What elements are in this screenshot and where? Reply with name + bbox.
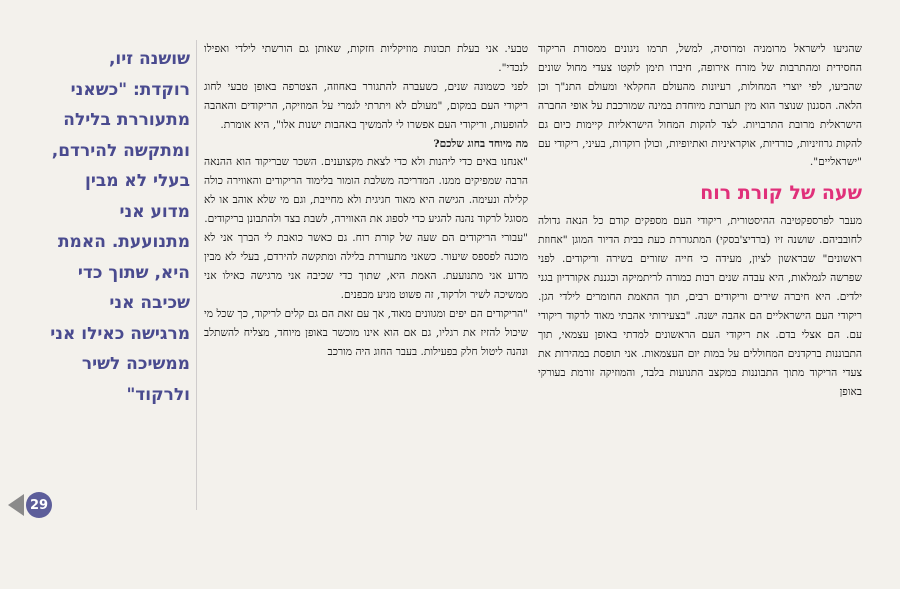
paragraph: טבעי. אני בעלת תכונות מוזיקליות חזקות, שאותן גם הורשתי לילדי ואפילו לנכדי". bbox=[204, 43, 528, 74]
paragraph: מעבר לפרספקטיבה ההיסטורית, ריקודי העם מספקים קודם כל הנאה גדולה לחובביהם. שושנה זיו (ברדיצ'בסקי) המתגוררת כעת בבית הדיור המוגן "אחוזת ראשונים" שבראשון לציון, מעידה כי חייה שזורים בשירה וריקודים. לפני שפרשה לגמלאות, היא עבדה שנים רבות כמורה לריתמיקה וכגננת אקורדיון בגני ילדים. היא חיברה שירים וריקודים רבים, תוך התאמת החומרים לילדי הגן. ריקודי העם הישראליים הם אהבה ישנה. "בצעירותי אהבתי מאוד לרקוד ריקודי עם. הם אצלי בדם. את ריקודי העם הראשונים למדתי באופן עצמאי, תוך התבוננות ברקדנים המחוללים על במות יום העצמאות. אני תופסת במהירות את צעדי הריקוד מתוך התבוננות במקצב התנועות בלבד, והמוזיקה זורמת בעורקי באופן bbox=[538, 215, 862, 398]
interview-question: מה מיוחד בחוג שלכם? bbox=[433, 137, 528, 150]
paragraph: לפני כשמונה שנים, כשעברה להתגורר באחוזה, הצטרפה באופן טבעי לחוג ריקודי העם במקום, "מעולם לא ויתרתי לגמרי על המוזיקה, הריקודים והאהבה להופעות, וריקודי העם אפשרו לי להמשיך באהבות ישנות אלו", היא אומרת. bbox=[204, 80, 528, 131]
article-column-middle bbox=[204, 40, 528, 361]
chevron-left-icon bbox=[8, 494, 24, 516]
column-divider bbox=[196, 40, 197, 510]
paragraph: "הריקודים הם יפים ומגוונים מאוד, אך עם זאת הם גם קלים לריקוד, כך שכל מי שיכול להזיז את רגליו, גם אם הוא אינו מוכשר באופן מיוחד, מצליח להשתלב ונהנה ליטול חלק בפעילות. בעבר החוג היה מורכב bbox=[204, 307, 528, 358]
pull-quote: שושנה זיו, רוקדת: "כשאני מתעוררת בלילה ומתקשה להירדם, בעלי לא מבין מדוע אני מתנועעת. האמת היא, שתוך כדי שכיבה אני מרגישה כאילו אני ממשיכה לשיר ולרקוד" bbox=[50, 49, 190, 405]
article-column-right bbox=[538, 40, 862, 401]
pull-quote-column bbox=[50, 44, 190, 410]
page-number: 29 bbox=[26, 492, 52, 518]
paragraph: שהגיעו לישראל מרומניה ומרוסיה, למשל, תרמו ניגונים ממסורת הריקוד החסידית ומהתרבות של מזרח אירופה, חיברו תימן לוקטו צעדי מחול שונים שהביעו, לפי יוצרי המחולות, רעיונות מהעולם החקלאי ומעולם התנ"ך וכן הלאה. הסגנון שנוצר הוא מין תערובת מיוחדת במינה שמורכבת על אופי החברה הישראלית מרובת התרבויות. לצד להקות המחול הישראליות קיימות כיום גם להקות גרוזיניות, כורדיות, אוקראיניות ואתיופיות, וכולן רוקדות, בעיני, ריקודי עם "ישראליים". bbox=[538, 43, 862, 169]
paragraph: "עבורי הריקודים הם שעה של קורת רוח. גם כאשר כואבת לי הברך אני לא מוכנה לפספס שיעור. כשאני מתעוררת בלילה ומתקשה להירדם, בעלי לא מבין מדוע אני מתנועעת. האמת היא, שתוך כדי שכיבה אני מרגישה כאילו אני ממשיכה לשיר ולרקוד, זה פשוט מגיע מבפנים. bbox=[204, 232, 528, 301]
page-number-badge bbox=[8, 492, 52, 518]
paragraph: "אנחנו באים כדי ליהנות ולא כדי לצאת מקצוענים. השכר שבריקוד הוא ההנאה הרבה שמפיקים ממנו. המדריכה משלבת הומור בלימוד הריקודים והאווירה כולה קלילה ונעימה. הגישה היא מאוד חגיגית ולא מחייבת, וגם מי שלא אוהב או לא מסוגל לרקוד נהנה להגיע כדי לספוג את האווירה, לשבת בצד ולהתבונן בריקודים. bbox=[204, 156, 528, 226]
section-heading: שעה של קורת רוח bbox=[700, 182, 862, 205]
